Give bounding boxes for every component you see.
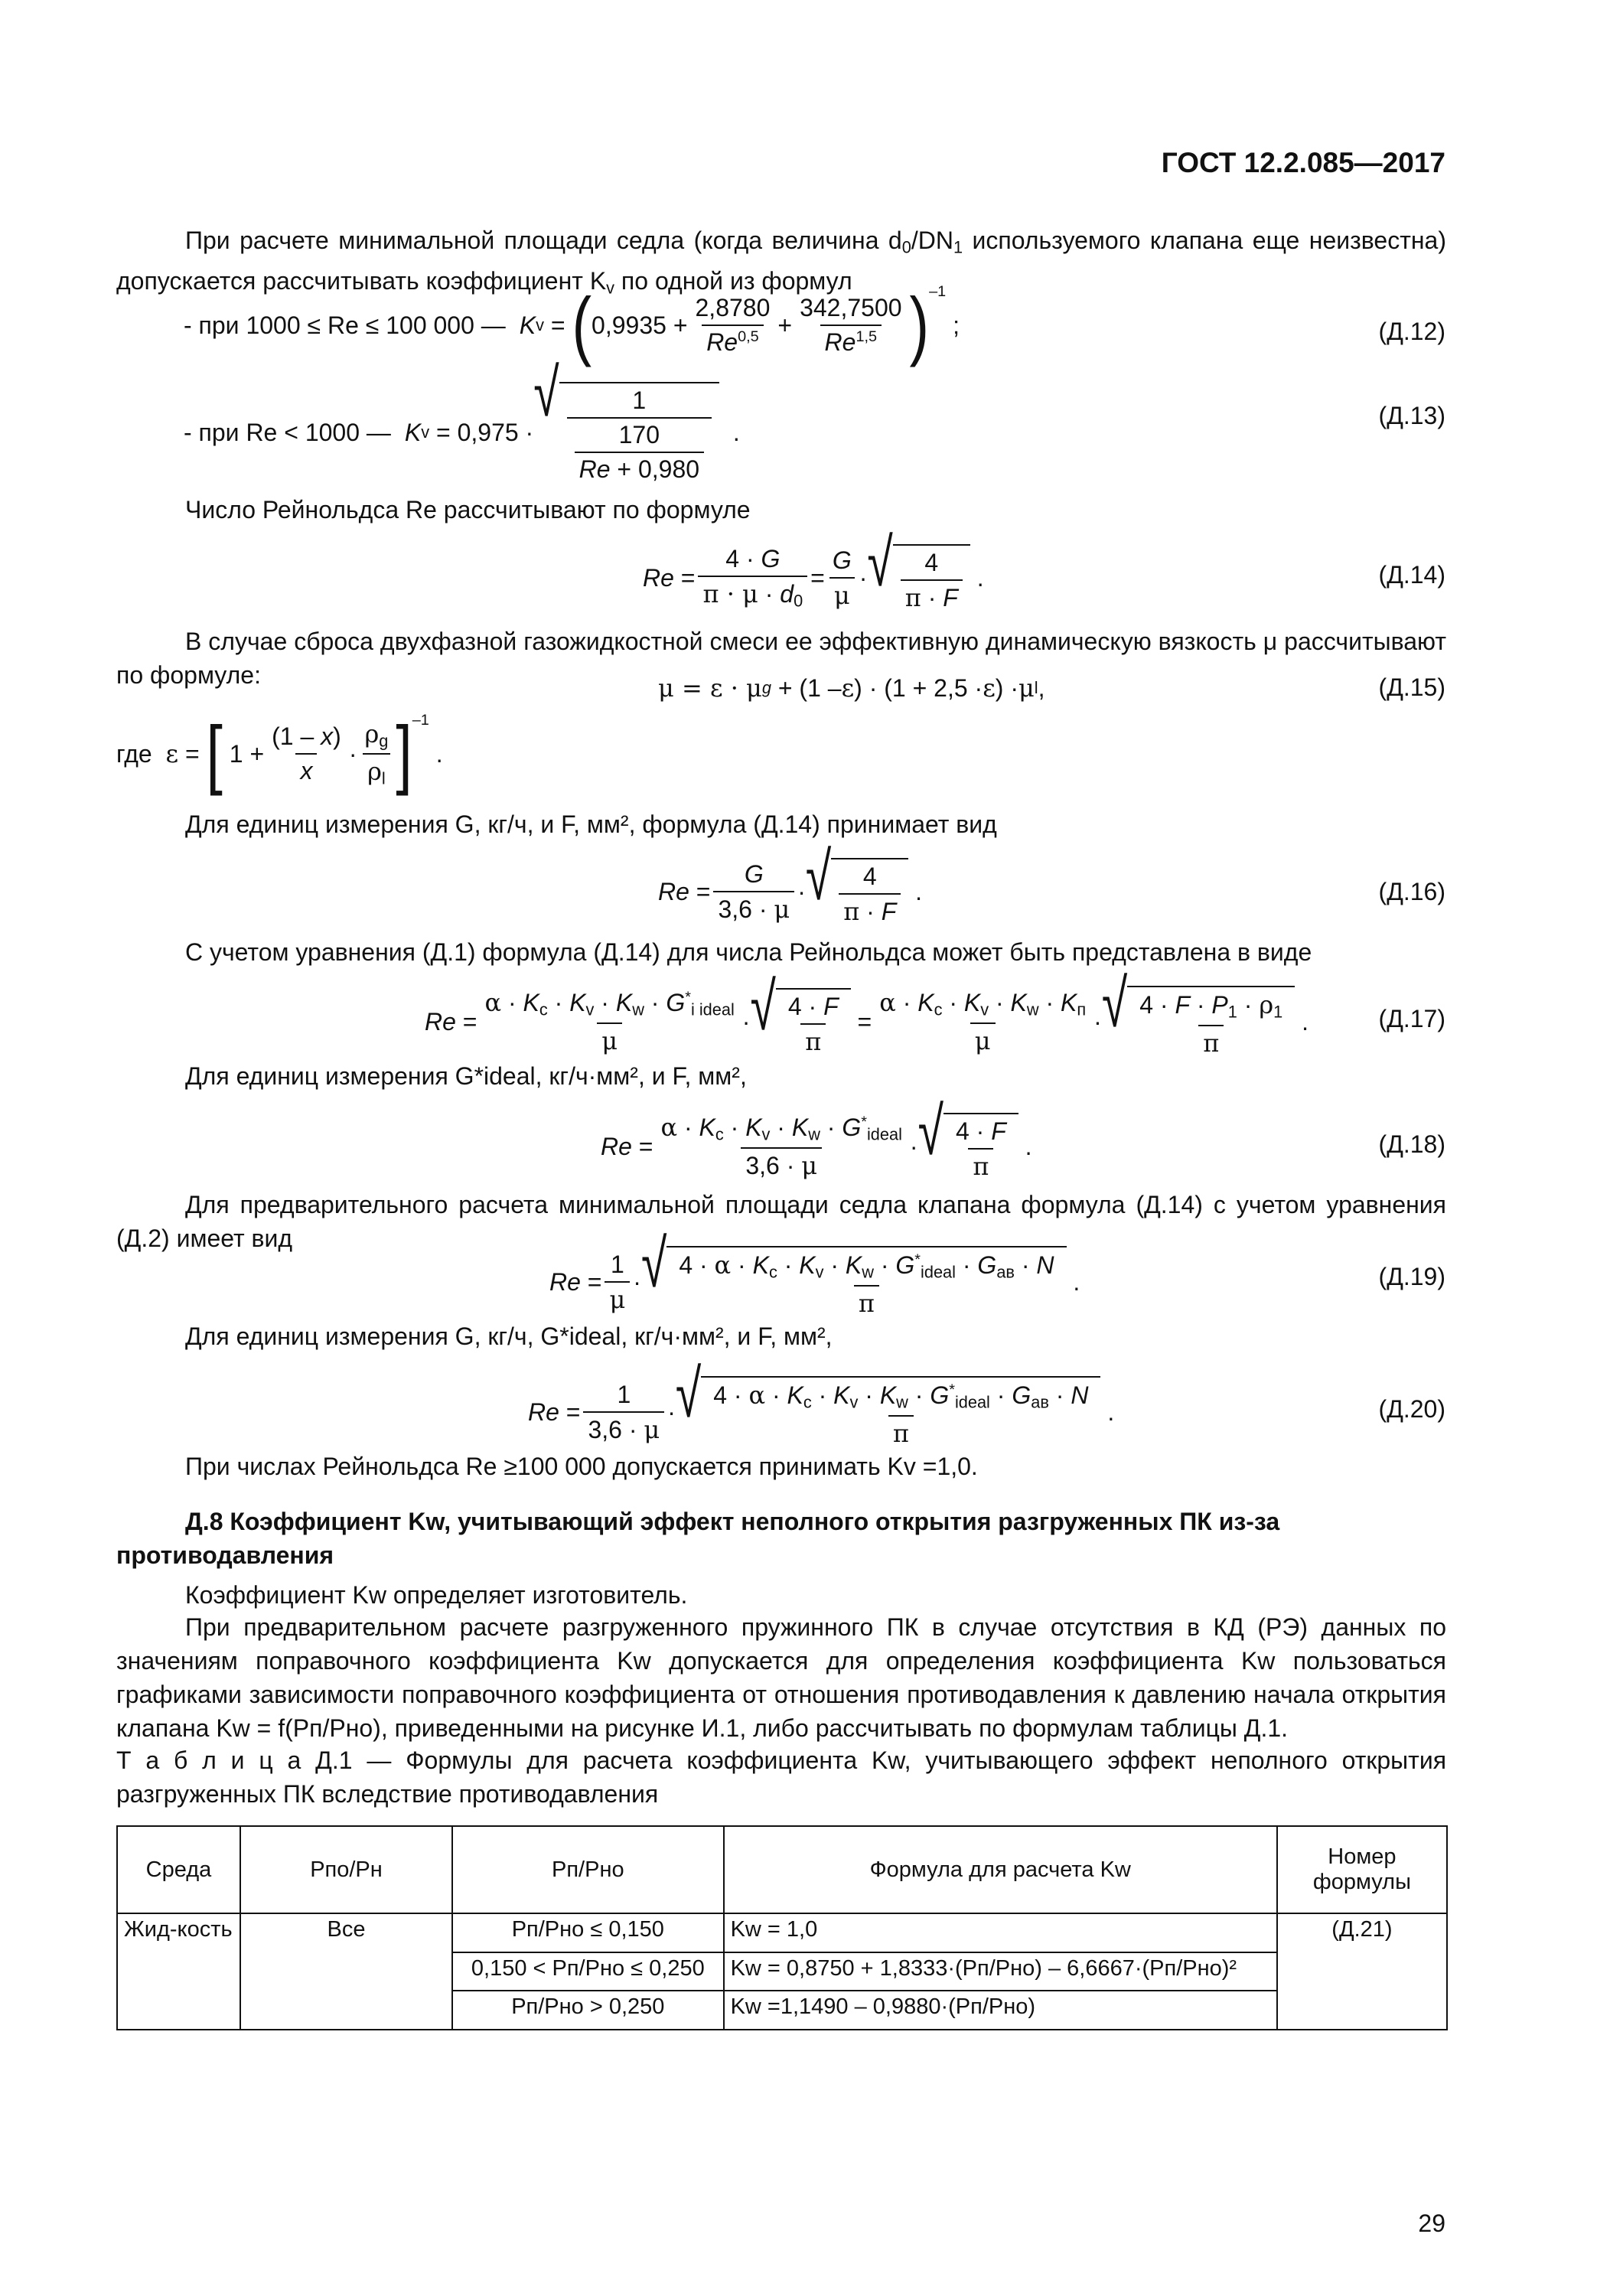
header-medium: Среда xyxy=(117,1826,240,1913)
equation-d20: Re = $\frac{1}{3,6 \cdot \mu}$ · √ $\frac{4 \cdot \alpha \cdot K_c \cdot K_v \cdot K_w \cdot G^*_{ideal} \cdot G_{ав} \cdot N}{\pi}$ . xyxy=(528,1355,1115,1448)
cell-range: 0,150 < Pп/Pно ≤ 0,250 xyxy=(452,1952,724,1991)
units-all-paragraph: Для единиц измерения G, кг/ч, G*ideal, кг/ч·мм², и F, мм², xyxy=(185,1322,833,1350)
equation-d13: - при Re < 1000 — K v = 0,975 · √ $\frac{1}{\frac{170}{Re + 0,980}}$ . xyxy=(184,354,740,483)
cell-ratio: Все xyxy=(240,1913,452,2030)
reynolds-intro: Число Рейнольдса Re рассчитывают по формуле xyxy=(185,496,751,523)
eq-number-d20: (Д.20) xyxy=(1378,1395,1445,1423)
two-phase-paragraph: В случае сброса двухфазной газожидкостной смеси ее эффективную динамическую вязкость μ рассчитывают по формуле: xyxy=(116,628,1446,689)
table-caption xyxy=(116,1743,1446,1811)
eq-number-d19: (Д.19) xyxy=(1378,1263,1445,1290)
table-row xyxy=(117,1913,1447,1952)
prelim-kw-paragraph: При предварительном расчете разгруженного пружинного ПК в случае отсутствия в КД (РЭ) данных по значениям поправочного коэффициента Kw допускается для определения коэффициента Kw пользоваться графиками зависимости поправочного коэффициента от отношения противодавления к давлению начала открытия клапана Kw = f(Pп/Pно), приведенными на рисунке И.1, либо рассчитывать по формулам таблицы Д.1. xyxy=(116,1613,1446,1742)
equation-d12: - при 1000 ≤ Re ≤ 100 000 — K v = ( 0,9935 + $\frac{2,8780}{Re^{0,5}}$ + $\frac{342,7500}{Re^{1,5}}$ ) $^{-1}$ ; xyxy=(184,282,960,368)
cell-formula: Kw = 1,0 xyxy=(724,1913,1277,1952)
section-title: Д.8 Коэффициент Kw, учитывающий эффект неполного открытия разгруженных ПК из-за противодавления xyxy=(116,1508,1280,1569)
equation-d16: Re = $\frac{G}{3,6 \cdot \mu}$ · √ $\frac{4}{\pi \cdot F}$ . xyxy=(658,837,923,926)
equation-d14: Re = $\frac{4 \cdot G}{\pi \cdot \mu \cdot d_0}$ = $\frac{G}{\mu}$ · √ $\frac{4}{\pi \cdot F}$ . xyxy=(643,523,984,612)
case1-label: - при 1000 ≤ Re ≤ 100 000 — xyxy=(184,311,506,339)
header-formula: Формула для расчета Kw xyxy=(724,1826,1277,1913)
table-caption-lead: Т а б л и ц а xyxy=(116,1746,301,1774)
equation-d18: Re = $\frac{\alpha \cdot K_c \cdot K_v \cdot K_w \cdot G^*_{ideal}}{3,6 \cdot \mu}$ · √ $\frac{4 \cdot F}{\pi}$ . xyxy=(601,1092,1032,1181)
cell-formula: Kw = 0,8750 + 1,8333·(Pп/Pно) – 6,6667·(Pп/Pно)² xyxy=(724,1952,1277,1991)
header-formula-number: Номер формулы xyxy=(1277,1826,1447,1913)
page-number: 29 xyxy=(1418,2210,1445,2237)
intro-paragraph: При расчете минимальной площади седла (когда величина $d_0/DN_1$ используемого клапана еще неизвестна) допускается рассчитывать коэффициент $K_v$ по одной из формул xyxy=(116,227,1447,298)
case2-label: - при Re < 1000 — xyxy=(184,418,391,446)
eq-number-d15: (Д.15) xyxy=(1378,673,1445,701)
units-ideal-paragraph: Для единиц измерения G*ideal, кг/ч·мм², и F, мм², xyxy=(185,1062,747,1090)
cell-formula-number: (Д.21) xyxy=(1277,1913,1447,2030)
manufacturer-paragraph: Коэффициент Kw определяет изготовитель. xyxy=(185,1581,688,1609)
eq-number-d16: (Д.16) xyxy=(1378,878,1445,905)
document-code: ГОСТ 12.2.085—2017 xyxy=(1161,147,1445,178)
equation-d19: Re = $\frac{1}{\mu}$ · √ $\frac{4 \cdot \alpha \cdot K_c \cdot K_v \cdot K_w \cdot G^*_{ideal} \cdot G_{ав} \cdot N}{\pi}$ . xyxy=(549,1225,1080,1318)
eq-number-d18: (Д.18) xyxy=(1378,1130,1445,1158)
header-range: Pп/Pно xyxy=(452,1826,724,1913)
units-14-paragraph: Для единиц измерения G, кг/ч, и F, мм², формула (Д.14) принимает вид xyxy=(185,810,997,838)
cell-formula: Kw =1,1490 – 0,9880·(Pп/Pно) xyxy=(724,1991,1277,2030)
equation-d15: μ = ε · μ g + (1 – ε ) · (1 + 2,5 · ε ) · μ l , xyxy=(658,673,1045,703)
with-d1-paragraph: С учетом уравнения (Д.1) формула (Д.14) для числа Рейнольдса может быть представлена в виде xyxy=(185,938,1312,966)
epsilon-definition: где ε = [ 1 + $\frac{(1 - x)}{x}$ · $\frac{\rho_g}{\rho_l}$ ] $^{-1}$ . xyxy=(116,710,443,797)
prelim-paragraph: Для предварительного расчета минимальной площади седла клапана формула (Д.14) с учетом уравнения (Д.2) имеет вид xyxy=(116,1191,1446,1252)
eq-number-d14: (Д.14) xyxy=(1378,561,1445,589)
eq-number-d12: (Д.12) xyxy=(1378,318,1445,345)
equation-d17: Re = $\frac{\alpha \cdot K_c \cdot K_v \cdot K_w \cdot G^*_{i ideal}}{\mu}$ · √ $\frac{4 \cdot F}{\pi}$ = $\frac{\alpha \cdot K_c \cdot K_v \cdot K_w \cdot K_п}{\mu}$ · √ $\frac{4 \cdot F \cdot P_1 \cdot \rho_1}{\pi}$ . xyxy=(425,965,1309,1058)
cell-range: Pп/Pно ≤ 0,150 xyxy=(452,1913,724,1952)
kw-formula-table xyxy=(116,1825,1448,2030)
eq-number-d13: (Д.13) xyxy=(1378,402,1445,429)
cell-medium: Жид-кость xyxy=(117,1913,240,2030)
table-caption-text: Д.1 — Формулы для расчета коэффициента Kw, учитывающего эффект неполного открытия разгруженных ПК вследствие противодавления xyxy=(116,1746,1447,1808)
table-header-row xyxy=(117,1826,1447,1913)
header-ratio: Pпо/Pн xyxy=(240,1826,452,1913)
re-large-paragraph: При числах Рейнольдса Re ≥100 000 допускается принимать Kv =1,0. xyxy=(185,1453,978,1480)
cell-range: Pп/Pно > 0,250 xyxy=(452,1991,724,2030)
eq-number-d17: (Д.17) xyxy=(1378,1005,1445,1032)
